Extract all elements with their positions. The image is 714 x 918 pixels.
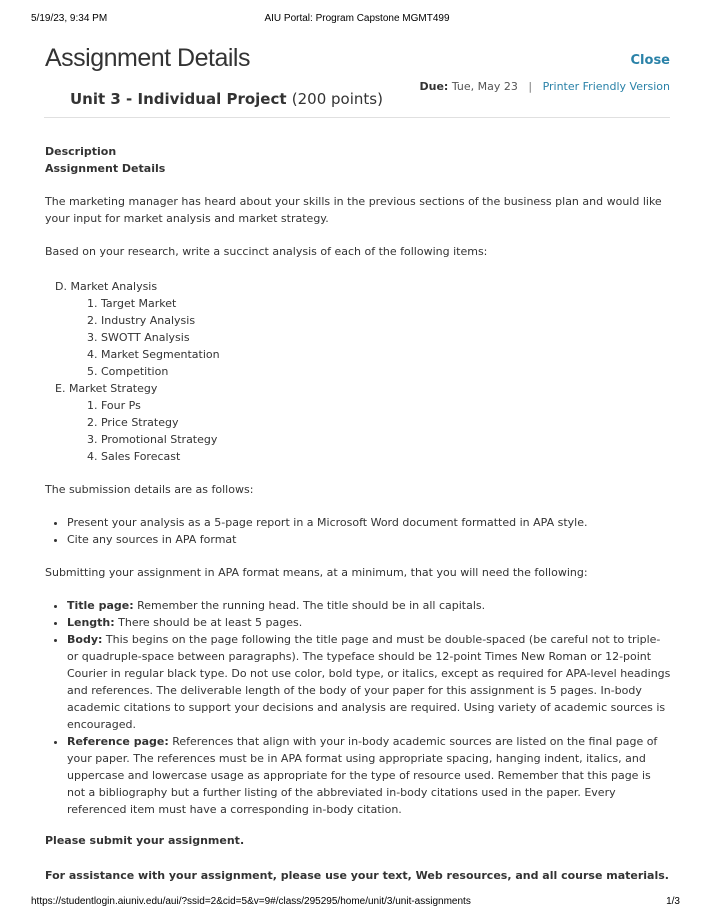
header-divider	[44, 117, 670, 118]
submission-intro: The submission details are as follows:	[45, 483, 254, 496]
page-title: Assignment Details	[45, 44, 250, 72]
list-item	[67, 597, 671, 614]
unit-title-text: Unit 3 - Individual Project	[70, 90, 287, 108]
requirement-label: Length:	[67, 616, 115, 629]
list-section	[55, 278, 671, 380]
print-page-title: AIU Portal: Program Capstone MGMT499	[264, 13, 450, 24]
assistance-note: For assistance with your assignment, please use your text, Web resources, and all course materials.	[45, 869, 669, 882]
list-item: 1. Target Market	[87, 297, 177, 310]
list-item: • Present your analysis as a 5-page report in a Microsoft Word document formatted in APA style.	[67, 514, 671, 531]
requirement-label: Reference page:	[67, 735, 169, 748]
assignment-details-label: Assignment Details	[45, 162, 166, 175]
submission-list	[45, 514, 671, 548]
close-button[interactable]: Close	[630, 53, 670, 68]
list-item: 3. Promotional Strategy	[87, 433, 218, 446]
unit-points: (200 points)	[291, 90, 383, 108]
requirement-text: References that align with your in-body academic sources are listed on the final page of your paper. The references must be in APA format using appropriate spacing, hanging indent, italics, and uppercase and lowercase usage as appropriate for the type of resource used. Remember that this page is not a bibliography but a further listing of the abbreviated in-body citations used in the paper. Every referenced item must have a corresponding in-body citation.	[67, 735, 658, 816]
sub-list	[87, 295, 671, 380]
analysis-list	[55, 278, 671, 465]
apa-requirements-list	[45, 597, 671, 818]
print-datetime: 5/19/23, 9:34 PM	[31, 13, 108, 24]
list-item	[67, 631, 671, 733]
list-item: 4. Sales Forecast	[87, 450, 181, 463]
list-item: 5. Competition	[87, 365, 169, 378]
list-item: 2. Industry Analysis	[87, 314, 196, 327]
due-separator: |	[528, 80, 533, 93]
list-section	[55, 380, 671, 465]
research-paragraph: Based on your research, write a succinct analysis of each of the following items:	[45, 245, 488, 258]
list-item: 3. SWOTT Analysis	[87, 331, 190, 344]
requirement-label: Title page:	[67, 599, 134, 612]
list-item: 4. Market Segmentation	[87, 348, 220, 361]
apa-intro: Submitting your assignment in APA format means, at a minimum, that you will need the following:	[45, 566, 588, 579]
list-item: 1. Four Ps	[87, 399, 141, 412]
submit-note: Please submit your assignment.	[45, 834, 245, 847]
sub-list	[87, 397, 671, 465]
requirement-label: Body:	[67, 633, 103, 646]
due-date: Tue, May 23	[451, 80, 518, 93]
list-section-label: D. Market Analysis	[55, 280, 158, 293]
list-section-label: E. Market Strategy	[55, 382, 158, 395]
list-item: 2. Price Strategy	[87, 416, 179, 429]
requirement-text: This begins on the page following the title page and must be double-spaced (be careful not to triple- or quadruple-space between paragraphs). The typeface should be 12-point Times New Roman or 12-point Courier in regular black type. Do not use color, bold type, or italics, except as required for APA-level headings and references. The deliverable length of the body of your paper for this assignment is 5 pages. In-body academic citations to support your decisions and analysis are required. Using variety of academic sources is encouraged.	[67, 633, 671, 731]
list-item: • Cite any sources in APA format	[67, 531, 671, 548]
description-label: Description	[45, 145, 117, 158]
list-item	[67, 733, 671, 818]
intro-paragraph: The marketing manager has heard about your skills in the previous sections of the business plan and would like your input for market analysis and market strategy.	[45, 195, 662, 225]
requirement-text: Remember the running head. The title should be in all capitals.	[137, 599, 486, 612]
due-line	[419, 80, 670, 93]
unit-title	[70, 90, 383, 108]
requirement-text: There should be at least 5 pages.	[118, 616, 303, 629]
printer-friendly-link[interactable]: Printer Friendly Version	[542, 80, 670, 93]
print-url: https://studentlogin.aiuniv.edu/aui/?ssid=2&cid=5&v=9#/class/295295/home/unit/3/unit-assignments	[31, 896, 471, 907]
assignment-content	[45, 143, 671, 884]
print-page-number: 1/3	[666, 896, 680, 907]
due-label: Due:	[419, 80, 449, 93]
list-item	[67, 614, 671, 631]
